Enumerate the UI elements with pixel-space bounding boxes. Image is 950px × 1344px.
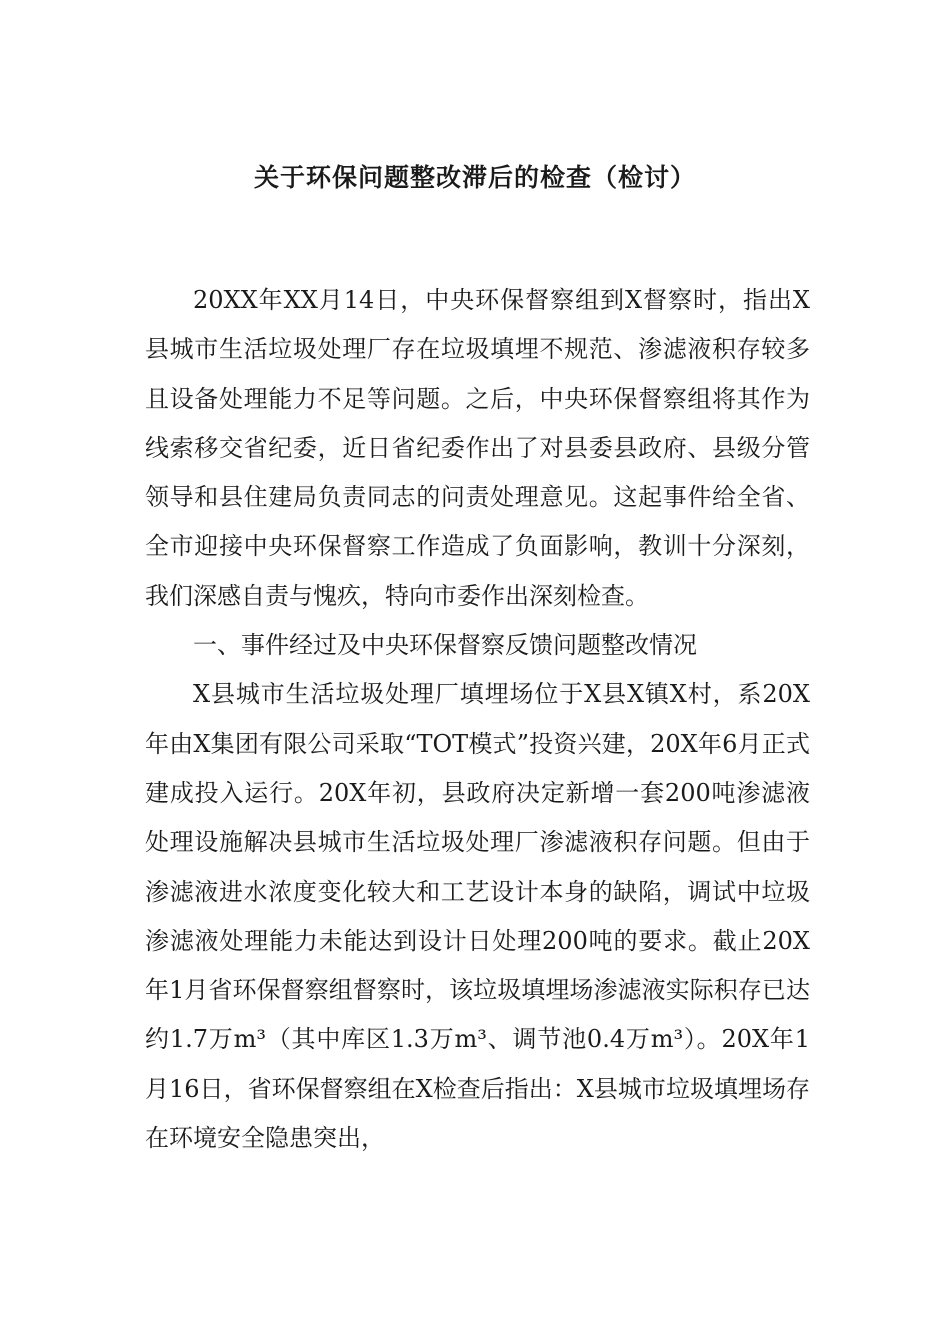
paragraph-intro: 20XX年XX月14日，中央环保督察组到X督察时，指出X县城市生活垃圾处理厂存在垃圾填埋不规范、渗滤液积存较多且设备处理能力不足等问题。之后，中央环保督察组将其作为线索移交省纪委，近日省纪委作出了对县委县政府、县级分管领导和县住建局负责同志的问责处理意见。这起事件给全省、全市迎接中央环保督察工作造成了负面影响，教训十分深刻，我们深感自责与愧疚，特向市委作出深刻检查。 — [145, 286, 810, 610]
section-heading-1: 一、事件经过及中央环保督察反馈问题整改情况 — [193, 631, 697, 660]
document-body — [145, 276, 810, 1163]
paragraph-event-details: X县城市生活垃圾处理厂填埋场位于X县X镇X村，系20X年由X集团有限公司采取“TOT模式”投资兴建，20X年6月正式建成投入运行。20X年初，县政府决定新增一套200吨渗滤液处理设施解决县城市生活垃圾处理厂渗滤液积存问题。但由于渗滤液进水浓度变化较大和工艺设计本身的缺陷，调试中垃圾渗滤液处理能力未能达到设计日处理200吨的要求。截止20X年1月省环保督察组督察时，该垃圾填埋场渗滤液实际积存已达约1.7万m³（其中库区1.3万m³、调节池0.4万m³）。20X年1月16日，省环保督察组在X检查后指出：X县城市垃圾填埋场存在环境安全隐患突出， — [145, 680, 810, 1153]
document-title: 关于环保问题整改滞后的检查（检讨） — [253, 163, 696, 192]
